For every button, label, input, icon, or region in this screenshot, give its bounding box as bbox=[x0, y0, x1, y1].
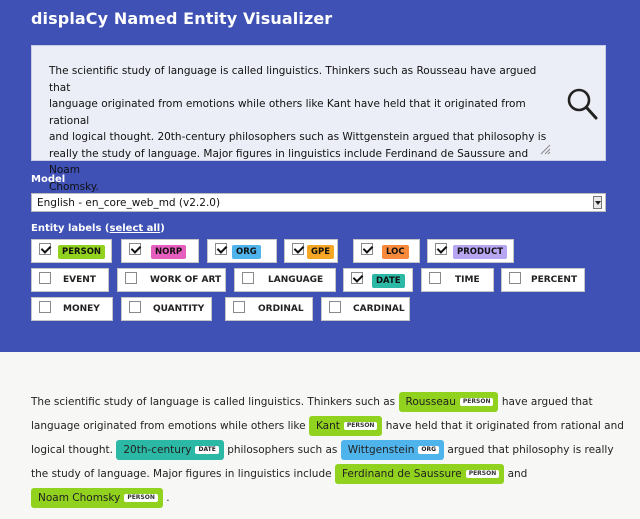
model-select[interactable] bbox=[31, 193, 606, 212]
entity-label-text: TIME bbox=[455, 275, 480, 285]
entity-highlight-date: 20th-century DATE bbox=[116, 440, 223, 460]
entity-tag: DATE bbox=[372, 274, 405, 288]
checkbox-unchecked[interactable] bbox=[429, 272, 441, 284]
entity-label-text: PERCENT bbox=[531, 275, 578, 285]
checkbox-unchecked[interactable] bbox=[509, 272, 521, 284]
model-select-value: English - en_core_web_md (v2.2.0) bbox=[37, 197, 221, 209]
entity-label-text: ORDINAL bbox=[258, 304, 304, 314]
entity-checkbox-money[interactable] bbox=[31, 297, 113, 321]
entity-highlight-org: Wittgenstein ORG bbox=[341, 440, 444, 460]
checkbox-unchecked[interactable] bbox=[129, 301, 141, 313]
checkbox-checked[interactable] bbox=[129, 243, 141, 255]
entity-label-text: WORK OF ART bbox=[150, 275, 222, 285]
entity-checkbox-language[interactable] bbox=[234, 268, 336, 292]
entity-label-text: EVENT bbox=[63, 275, 96, 285]
entity-highlight-person: Noam Chomsky PERSON bbox=[31, 488, 163, 508]
entity-checkbox-person[interactable] bbox=[31, 239, 112, 263]
app-title: displaCy Named Entity Visualizer bbox=[31, 9, 333, 28]
entity-checkbox-gpe[interactable] bbox=[284, 239, 338, 263]
entity-tag: PERSON bbox=[58, 245, 105, 259]
checkbox-unchecked[interactable] bbox=[125, 272, 137, 284]
text-input-content[interactable]: The scientific study of language is called linguistics. Thinkers such as Rousseau have argued that language originated from emotions while others like Kant have held that it originated from rational and logical thought. 20th-century philosophers such as Wittgenstein argued that philosophy is really the study of language. Major figures in linguistics include Ferdinand de Saussure and Noam Chomsky. bbox=[49, 65, 547, 193]
checkbox-checked[interactable] bbox=[39, 243, 51, 255]
entity-checkbox-cardinal[interactable] bbox=[321, 297, 410, 321]
entity-checkbox-percent[interactable] bbox=[501, 268, 585, 292]
checkbox-checked[interactable] bbox=[215, 243, 227, 255]
checkbox-checked[interactable] bbox=[361, 243, 373, 255]
output-line: the study of language. Major figures in linguistics include Ferdinand de Saussure PERSON and bbox=[31, 463, 527, 486]
entity-tag: LOC bbox=[382, 245, 409, 259]
entity-tag: ORG bbox=[232, 245, 261, 259]
checkbox-unchecked[interactable] bbox=[39, 301, 51, 313]
output-line: Noam Chomsky PERSON . bbox=[31, 487, 170, 510]
entity-highlight-person: Rousseau PERSON bbox=[399, 392, 499, 412]
entity-label-text: MONEY bbox=[63, 304, 100, 314]
select-all-link[interactable]: select all bbox=[109, 223, 161, 234]
entity-label-text: QUANTITY bbox=[153, 304, 205, 314]
entity-tag: GPE bbox=[307, 245, 334, 259]
entity-tag: PRODUCT bbox=[453, 245, 507, 259]
entity-checkbox-date[interactable] bbox=[343, 268, 413, 292]
checkbox-unchecked[interactable] bbox=[329, 301, 341, 313]
model-label: Model bbox=[31, 174, 66, 185]
checkbox-unchecked[interactable] bbox=[233, 301, 245, 313]
checkbox-unchecked[interactable] bbox=[242, 272, 254, 284]
entity-checkbox-quantity[interactable] bbox=[121, 297, 212, 321]
entity-label-text: CARDINAL bbox=[353, 304, 405, 314]
chevron-down-icon[interactable] bbox=[593, 196, 602, 209]
output-line: The scientific study of language is called linguistics. Thinkers such as Rousseau PERSON have argued that bbox=[31, 391, 593, 414]
entity-checkbox-event[interactable] bbox=[31, 268, 109, 292]
entity-checkbox-org[interactable] bbox=[207, 239, 277, 263]
entity-label-text: LANGUAGE bbox=[268, 275, 324, 285]
entity-checkbox-loc[interactable] bbox=[353, 239, 420, 263]
entity-checkbox-ordinal[interactable] bbox=[225, 297, 313, 321]
output-line: logical thought. 20th-century DATE philosophers such as Wittgenstein ORG argued that philosophy is really bbox=[31, 439, 614, 462]
checkbox-unchecked[interactable] bbox=[39, 272, 51, 284]
entity-highlight-person: Kant PERSON bbox=[309, 416, 382, 436]
entity-checkbox-norp[interactable] bbox=[121, 239, 199, 263]
entity-checkbox-work-of-art[interactable] bbox=[117, 268, 226, 292]
resize-handle-icon[interactable] bbox=[539, 143, 551, 155]
entity-highlight-person: Ferdinand de Saussure PERSON bbox=[335, 464, 504, 484]
checkbox-checked[interactable] bbox=[435, 243, 447, 255]
entity-checkbox-time[interactable] bbox=[421, 268, 494, 292]
entity-checkbox-product[interactable] bbox=[427, 239, 514, 263]
checkbox-checked[interactable] bbox=[351, 272, 363, 284]
checkbox-checked[interactable] bbox=[292, 243, 304, 255]
output-line: language originated from emotions while others like Kant PERSON have held that it originated from rational and bbox=[31, 415, 624, 438]
search-icon[interactable] bbox=[566, 87, 598, 121]
entity-tag: NORP bbox=[151, 245, 186, 259]
entity-labels-heading: Entity labels (select all) bbox=[31, 223, 165, 234]
